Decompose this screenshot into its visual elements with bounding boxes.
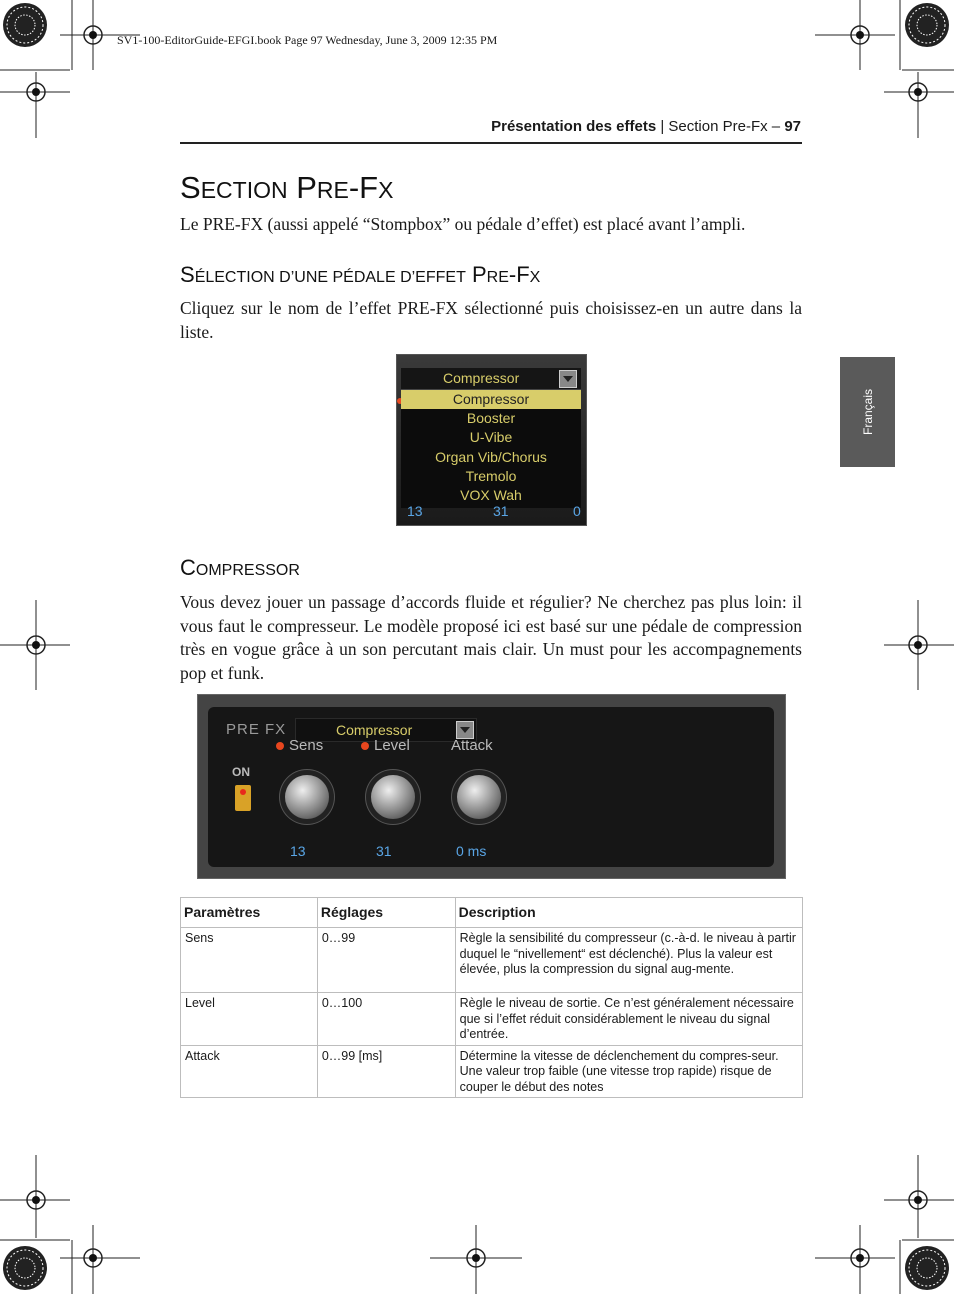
language-tab-label: Français — [860, 388, 875, 436]
option-u-vibe[interactable]: U-Vibe — [469, 429, 513, 446]
panel-title: PRE FX — [226, 721, 287, 738]
chevron-down-icon[interactable] — [559, 370, 577, 388]
table-cell: 0…100 — [317, 993, 455, 1046]
attack-value: 0 ms — [456, 843, 487, 859]
table-row — [181, 928, 803, 993]
header-rule — [180, 142, 802, 144]
selection-paragraph: Cliquez sur le nom de l’effet PRE-FX sélectionné puis choisissez-en un autre dans la liste. — [180, 298, 802, 342]
language-tab — [840, 357, 895, 467]
header-separator: | — [656, 118, 669, 135]
on-switch[interactable] — [235, 785, 251, 811]
attack-knob[interactable] — [457, 775, 501, 819]
table-header-row — [181, 898, 803, 928]
table-cell: Règle le niveau de sortie. Ce n’est généralement nécessaire que si l’effet réduit considérablement le niveau du signal d’entrée. — [455, 993, 802, 1046]
effect-option-list — [401, 390, 581, 508]
intro-paragraph: Le PRE-FX (aussi appelé “Stompbox” ou pédale d’effet) est placé avant l’ampli. — [180, 214, 746, 234]
option-compressor[interactable]: Compressor — [401, 390, 581, 409]
on-label: ON — [232, 765, 250, 779]
knob-label-sens: Sens — [276, 737, 323, 754]
level-value: 31 — [376, 843, 392, 859]
table-cell: Règle la sensibilité du compresseur (c.-à-d. le niveau à partir duquel le “nivellement“ est déclenché). Plus la valeur est élevée, plus la compression du signal aug-mente. — [455, 928, 802, 993]
option-vox-wah[interactable]: VOX Wah — [460, 486, 522, 503]
prefx-select[interactable]: Compressor — [295, 718, 477, 742]
value-readout: 31 — [493, 503, 509, 519]
sens-value: 13 — [290, 843, 306, 859]
page-title: SECTION PRE-FX — [180, 170, 394, 205]
column-header: Description — [455, 898, 802, 928]
compressor-heading: COMPRESSOR — [180, 555, 300, 580]
table-cell: Détermine la vitesse de déclenchement du compres-seur. Une valeur trop faible (une vitesse trop rapide) risque de couper le début des notes — [455, 1045, 802, 1098]
table-row — [181, 993, 803, 1046]
table-cell: 0…99 — [317, 928, 455, 993]
table-row — [181, 1045, 803, 1098]
table-cell: 0…99 [ms] — [317, 1045, 455, 1098]
header-section: Section Pre-Fx — [668, 118, 768, 135]
compressor-paragraph: Vous devez jouer un passage d’accords fluide et régulier? Ne cherchez pas plus loin: il vous faut le compresseur. Le modèle proposé ici est basé sur une pédale de compression très en vogue grâce à un son percutant mais clair. Un must pour les accompagnements pop et funk. — [180, 592, 802, 683]
selection-heading: SÉLECTION D’UNE PÉDALE D’EFFET PRE-FX — [180, 262, 541, 287]
header-dash: – — [767, 118, 785, 135]
option-organ-vib-chorus[interactable]: Organ Vib/Chorus — [435, 448, 547, 465]
value-readout: 0 — [573, 503, 581, 519]
level-knob[interactable] — [371, 775, 415, 819]
running-header — [180, 118, 801, 135]
effect-select[interactable]: Compressor — [401, 368, 581, 390]
table-cell: Level — [181, 993, 318, 1046]
column-header: Réglages — [317, 898, 455, 928]
header-title: Présentation des effets — [491, 118, 657, 135]
table-cell: Attack — [181, 1045, 318, 1098]
effect-dropdown-screenshot — [396, 354, 587, 526]
page-number: 97 — [784, 118, 801, 135]
table-cell: Sens — [181, 928, 318, 993]
column-header: Paramètres — [181, 898, 318, 928]
value-readout: 13 — [407, 503, 423, 519]
knob-label-attack: Attack — [451, 737, 493, 754]
sens-knob[interactable] — [285, 775, 329, 819]
prefx-panel-screenshot — [197, 694, 786, 879]
knob-label-level: Level — [361, 737, 410, 754]
option-booster[interactable]: Booster — [466, 410, 516, 427]
parameters-table — [180, 897, 803, 1098]
print-info: SV1-100-EditorGuide-EFGI.book Page 97 Wednesday, June 3, 2009 12:35 PM — [117, 33, 498, 47]
option-tremolo[interactable]: Tremolo — [465, 467, 517, 484]
